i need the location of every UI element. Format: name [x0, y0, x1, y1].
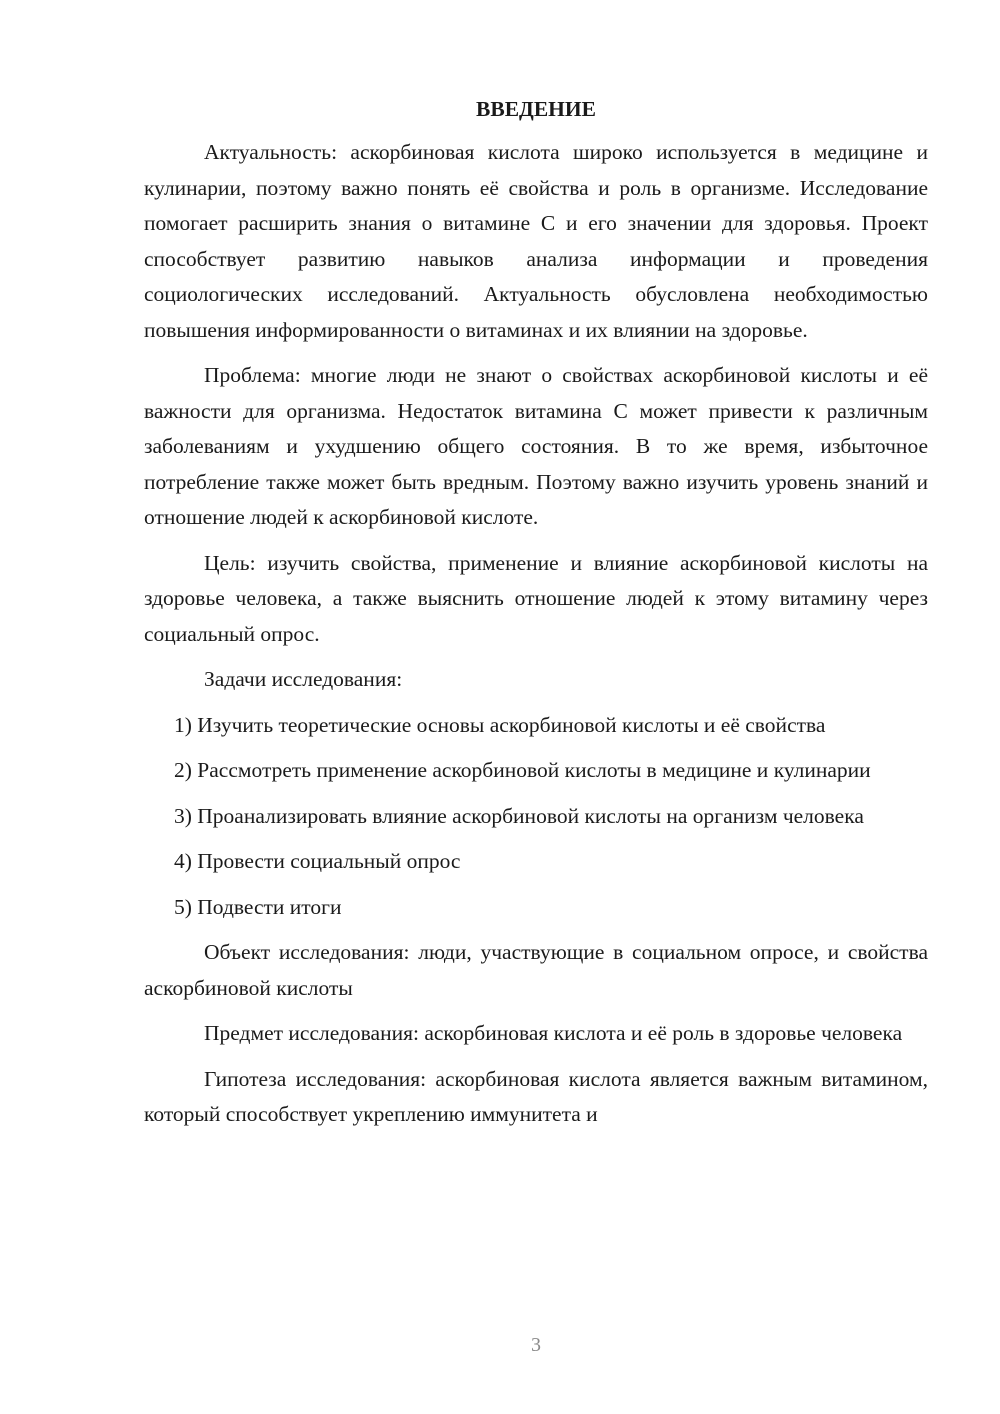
task-item-4: 4) Провести социальный опрос — [174, 849, 461, 873]
page-title: ВВЕДЕНИЕ — [476, 97, 596, 121]
paragraph-problem: Проблема: многие люди не знают о свойствах аскорбиновой кислоты и её важности для организма. Недостаток витамина C может привести к различным заболеваниям и ухудшению общего состояния. В то же время, избыточное потребление также может быть вредным. Поэтому важно изучить уровень знаний и отношение людей к аскорбиновой кислоте. — [144, 363, 928, 529]
paragraph-object: Объект исследования: люди, участвующие в социальном опросе, и свойства аскорбиновой кислоты — [144, 940, 928, 1000]
task-item-2: 2) Рассмотреть применение аскорбиновой кислоты в медицине и кулинарии — [174, 758, 871, 782]
page-body — [144, 92, 928, 1133]
task-item-5: 5) Подвести итоги — [174, 894, 342, 919]
paragraph-subject: Предмет исследования: аскорбиновая кислота и её роль в здоровье человека — [204, 1021, 903, 1045]
paragraph-goal: Цель: изучить свойства, применение и влияние аскорбиновой кислоты на здоровье человека, а также выяснить отношение людей к этому витамину через социальный опрос. — [144, 550, 928, 646]
task-item-3: 3) Проанализировать влияние аскорбиновой кислоты на организм человека — [174, 803, 864, 828]
paragraph-relevance: Актуальность: аскорбиновая кислота широко используется в медицине и кулинарии, поэтому важно понять её свойства и роль в организме. Исследование помогает расширить знания о витамине C и его значении для здоровья. Проект способствует развитию навыков анализа информации и проведения социологических исследований. Актуальность обусловлена необходимостью повышения информированности о витаминах и их влиянии на здоровье. — [144, 140, 928, 342]
tasks-heading: Задачи исследования: — [204, 667, 403, 691]
page-number: 3 — [531, 1334, 541, 1356]
task-item-1: 1) Изучить теоретические основы аскорбиновой кислоты и её свойства — [174, 712, 826, 737]
paragraph-hypothesis: Гипотеза исследования: аскорбиновая кислота является важным витамином, который способствует укреплению иммунитета и — [144, 1066, 928, 1126]
